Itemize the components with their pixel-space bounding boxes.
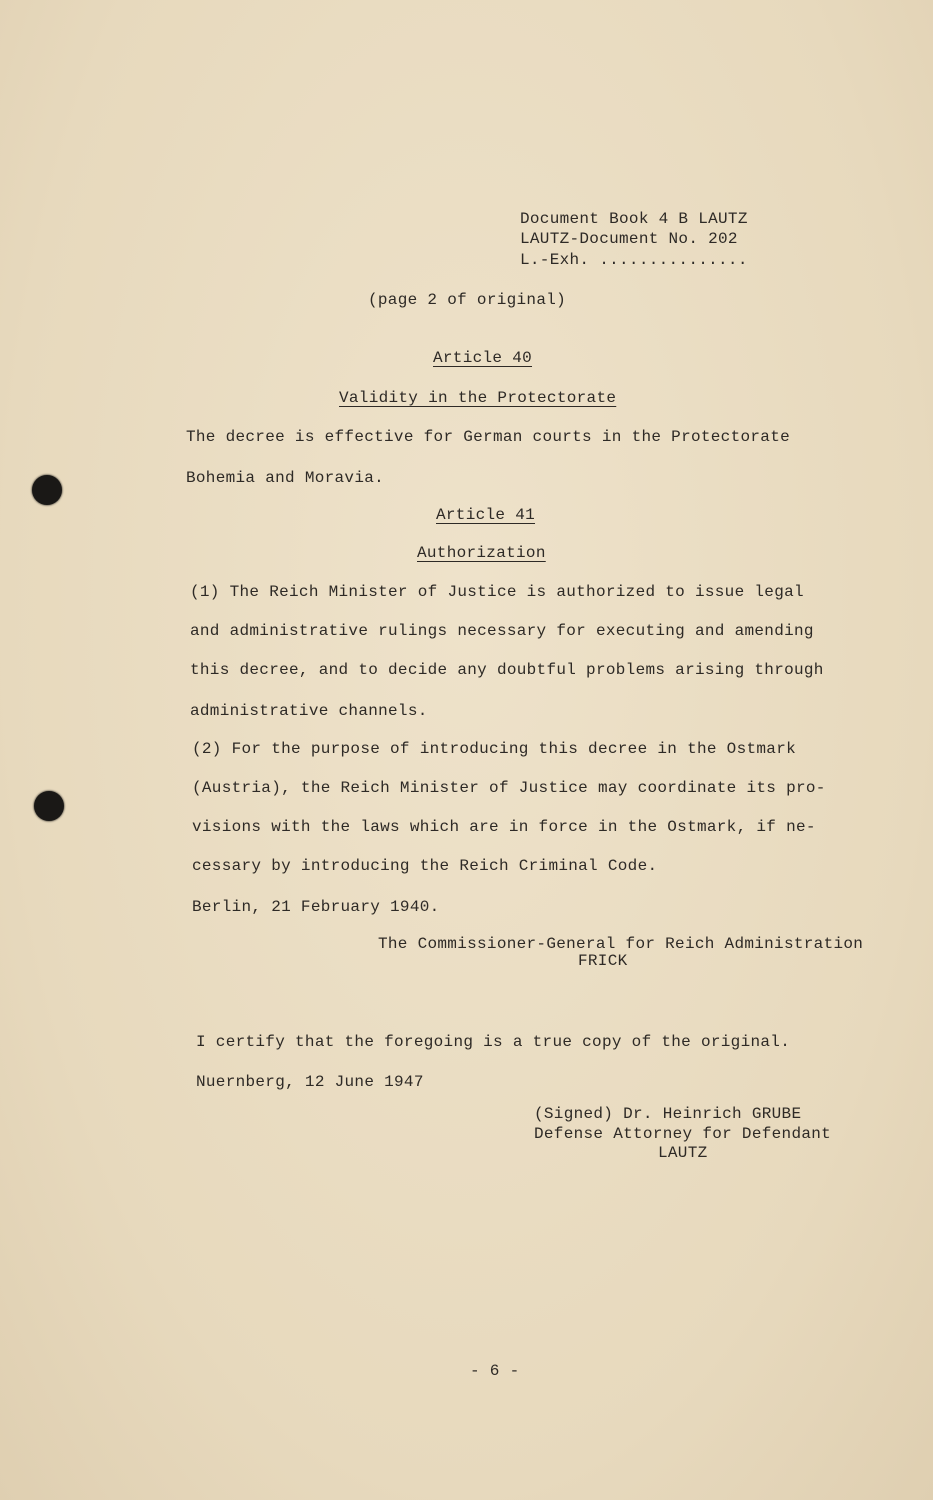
certification-defendant: LAUTZ	[658, 1144, 708, 1162]
certification-role: Defense Attorney for Defendant	[534, 1125, 832, 1143]
paragraph-2-line: cessary by introducing the Reich Criminal Code.	[192, 857, 658, 875]
article-40-text-line: Bohemia and Moravia.	[186, 469, 385, 487]
signatory-title: The Commissioner-General for Reich Administration	[378, 935, 864, 953]
header-document-line: LAUTZ-Document No. 202	[520, 230, 738, 248]
header-book-line: Document Book 4 B LAUTZ	[520, 210, 748, 228]
article-41-subtitle: Authorization	[417, 544, 546, 562]
page-number: - 6 -	[470, 1362, 520, 1380]
article-40-title: Article 40	[433, 349, 533, 367]
punch-hole-lower	[34, 791, 64, 821]
article-40-subtitle: Validity in the Protectorate	[339, 389, 617, 407]
signatory-name: FRICK	[578, 952, 628, 970]
article-41-title: Article 41	[436, 506, 536, 524]
punch-hole-upper	[32, 475, 62, 505]
certification-place-date: Nuernberg, 12 June 1947	[196, 1073, 424, 1091]
certification-text: I certify that the foregoing is a true copy of the original.	[196, 1033, 791, 1051]
certification-signed: (Signed) Dr. Heinrich GRUBE	[534, 1105, 802, 1123]
paragraph-2-line: (Austria), the Reich Minister of Justice may coordinate its pro-	[192, 779, 826, 797]
paragraph-1-line: this decree, and to decide any doubtful problems arising through	[190, 661, 824, 679]
article-40-text-line: The decree is effective for German courts in the Protectorate	[186, 428, 790, 446]
header-exhibit-line: L.-Exh. ...............	[520, 251, 748, 269]
page-of-original: (page 2 of original)	[368, 291, 567, 309]
paragraph-2-line: (2) For the purpose of introducing this decree in the Ostmark	[192, 740, 796, 758]
paragraph-2-line: visions with the laws which are in force in the Ostmark, if ne-	[192, 818, 816, 836]
paragraph-1-line: and administrative rulings necessary for executing and amending	[190, 622, 814, 640]
dateline: Berlin, 21 February 1940.	[192, 898, 440, 916]
paragraph-1-line: administrative channels.	[190, 702, 428, 720]
paragraph-1-line: (1) The Reich Minister of Justice is authorized to issue legal	[190, 583, 804, 601]
